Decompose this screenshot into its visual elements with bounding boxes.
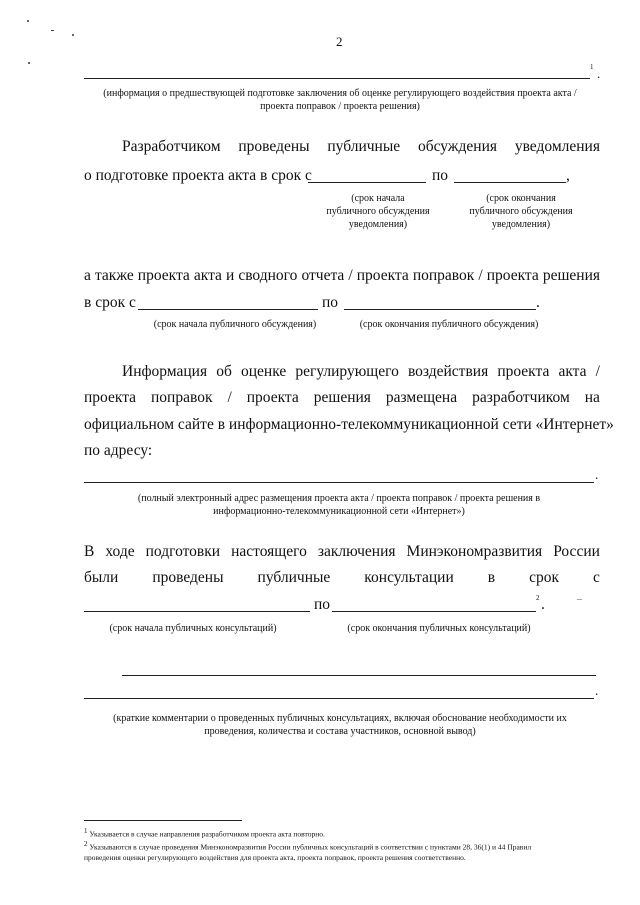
para4-word: России <box>553 543 600 560</box>
para4-word: публичные <box>257 569 331 586</box>
prior-info-caption <box>60 87 620 113</box>
page-number: 2 <box>336 34 343 49</box>
para2-line2-mid: по <box>322 294 339 311</box>
prior-info-caption-line2: проекта поправок / проекта решения) <box>260 101 420 112</box>
para2-caption-end: (срок окончания публичного обсуждения) <box>359 319 539 330</box>
line-dot: . <box>597 66 601 81</box>
footnote-1-mark: 1 <box>84 827 88 835</box>
caption-line: (краткие комментарии о проведенных публичных консультациях, включая обоснование необходимости их <box>113 713 567 724</box>
para4-line1 <box>84 543 600 561</box>
para1-word: Разработчиком <box>122 138 221 155</box>
para3-line3: официальном сайте в информационно-телекоммуникационной сети «Интернет» <box>84 416 614 433</box>
scan-speck <box>28 62 30 64</box>
caption-line: (срок начала <box>351 193 405 204</box>
para4-word: подготовки <box>145 543 221 560</box>
para1-word: проведены <box>238 138 310 155</box>
prior-info-line <box>84 78 590 79</box>
para1-line2-mid: по <box>432 167 449 184</box>
para4-line2 <box>84 569 600 587</box>
para3-word: регулирующего <box>295 363 399 380</box>
para3-line2 <box>84 389 600 407</box>
comments-line-1[interactable] <box>122 675 596 676</box>
para1-date-start-field[interactable] <box>308 182 426 183</box>
para3-word: размещена <box>385 389 458 406</box>
para4-line3-mid: по <box>314 596 331 613</box>
para1-line2-start: о подготовке проекта акта в срок с <box>84 167 312 184</box>
para4-word: Минэкономразвития <box>406 543 543 560</box>
para3-word: воздействия <box>407 363 489 380</box>
para4-word: заключения <box>317 543 396 560</box>
para1-word: уведомления <box>514 138 600 155</box>
para4-word: проведены <box>152 569 224 586</box>
caption-line: проведения, количества и состава участников, основной вывод) <box>204 726 476 737</box>
footnote-separator <box>84 820 242 821</box>
para4-line3-end: . <box>541 596 545 613</box>
para4-caption-end: (срок окончания публичных консультаций) <box>347 623 531 634</box>
para4-word: в <box>487 569 496 586</box>
para3-address-field[interactable] <box>84 482 594 483</box>
para4-date-start-field[interactable] <box>84 611 310 612</box>
para3-line4: по адресу: <box>84 442 153 459</box>
para1-word: публичные <box>327 138 401 155</box>
para3-word: об <box>216 363 232 380</box>
comments-caption <box>84 712 596 738</box>
footnote-2-line1 <box>84 839 614 853</box>
footnote-1 <box>84 826 604 840</box>
caption-line: информационно-телекоммуникационной сети «Интернет») <box>213 506 465 517</box>
para3-line1 <box>122 363 600 381</box>
caption-line: публичного обсуждения <box>326 206 430 217</box>
para4-word: ходе <box>105 543 135 560</box>
footnote-mark-2: 2 <box>536 594 540 602</box>
para1-word: обсуждения <box>417 138 498 155</box>
para3-word: / <box>595 363 600 380</box>
caption-line: уведомления) <box>348 219 408 230</box>
para3-word: акта <box>558 363 587 380</box>
caption-line: (полный электронный адрес размещения проекта акта / проекта поправок / проекта решения в <box>137 493 541 504</box>
para4-word: консультации <box>364 569 454 586</box>
para2-date-start-field[interactable] <box>138 309 318 310</box>
para3-word: разработчиком <box>472 389 570 406</box>
para2-line1: а также проекта акта и сводного отчета / проекта поправок / проекта решения <box>84 267 600 284</box>
stray-dash: – <box>577 594 582 605</box>
para3-word: Информация <box>122 363 208 380</box>
scan-speck <box>27 20 29 22</box>
para4-word: настоящего <box>231 543 307 560</box>
para3-word: / <box>227 389 232 406</box>
para3-word: проекта <box>246 389 299 406</box>
para3-word: поправок <box>151 389 213 406</box>
scan-speck <box>51 30 54 31</box>
caption-line: (срок окончания <box>486 193 556 204</box>
comments-line-2[interactable] <box>84 698 594 699</box>
para4-caption-start: (срок начала публичных консультаций) <box>109 623 277 634</box>
para3-word: решения <box>313 389 371 406</box>
para4-date-end-field[interactable] <box>332 611 536 612</box>
para3-caption <box>84 492 594 518</box>
para1-caption-start <box>308 192 448 231</box>
para2-line2-end: . <box>536 294 540 311</box>
caption-line: публичного обсуждения <box>469 206 573 217</box>
caption-line: уведомления) <box>491 219 551 230</box>
para2-line2-start: в срок с <box>84 294 136 311</box>
para4-word: с <box>593 569 600 586</box>
para4-word: были <box>84 569 119 586</box>
para2-caption-start: (срок начала публичного обсуждения) <box>153 319 317 330</box>
line-dot: . <box>595 467 599 482</box>
para1-caption-end <box>454 192 588 231</box>
para2-date-end-field[interactable] <box>344 309 536 310</box>
para3-word: оценке <box>240 363 287 380</box>
para4-word: В <box>84 543 95 560</box>
para3-word: проекта <box>84 389 137 406</box>
para1-line1 <box>122 138 600 156</box>
footnote-2 <box>84 839 614 863</box>
para3-word: проекта <box>497 363 550 380</box>
footnote-2-text: Указываются в случае проведения Минэкономразвития России публичных консультаций в соответствии с пунктами 28, 36(1) и 44 Правил <box>89 842 532 852</box>
footnote-mark-1: 1 <box>590 63 594 71</box>
scan-speck <box>72 34 74 36</box>
line-dot: . <box>595 683 599 698</box>
para3-word: на <box>584 389 600 406</box>
prior-info-caption-line1: (информация о предшествующей подготовке заключения об оценке регулирующего воздействия проекта акта / <box>103 88 577 99</box>
para4-word: срок <box>529 569 560 586</box>
footnote-1-text: Указывается в случае направления разработчиком проекта акта повторно. <box>89 829 325 839</box>
para1-line2-end: , <box>566 167 570 184</box>
footnote-2-mark: 2 <box>84 840 88 848</box>
para1-date-end-field[interactable] <box>454 182 566 183</box>
footnote-2-line2: проведения оценки регулирующего воздействия для проекта акта, проекта поправок, проекта решения соответственно. <box>84 852 466 862</box>
